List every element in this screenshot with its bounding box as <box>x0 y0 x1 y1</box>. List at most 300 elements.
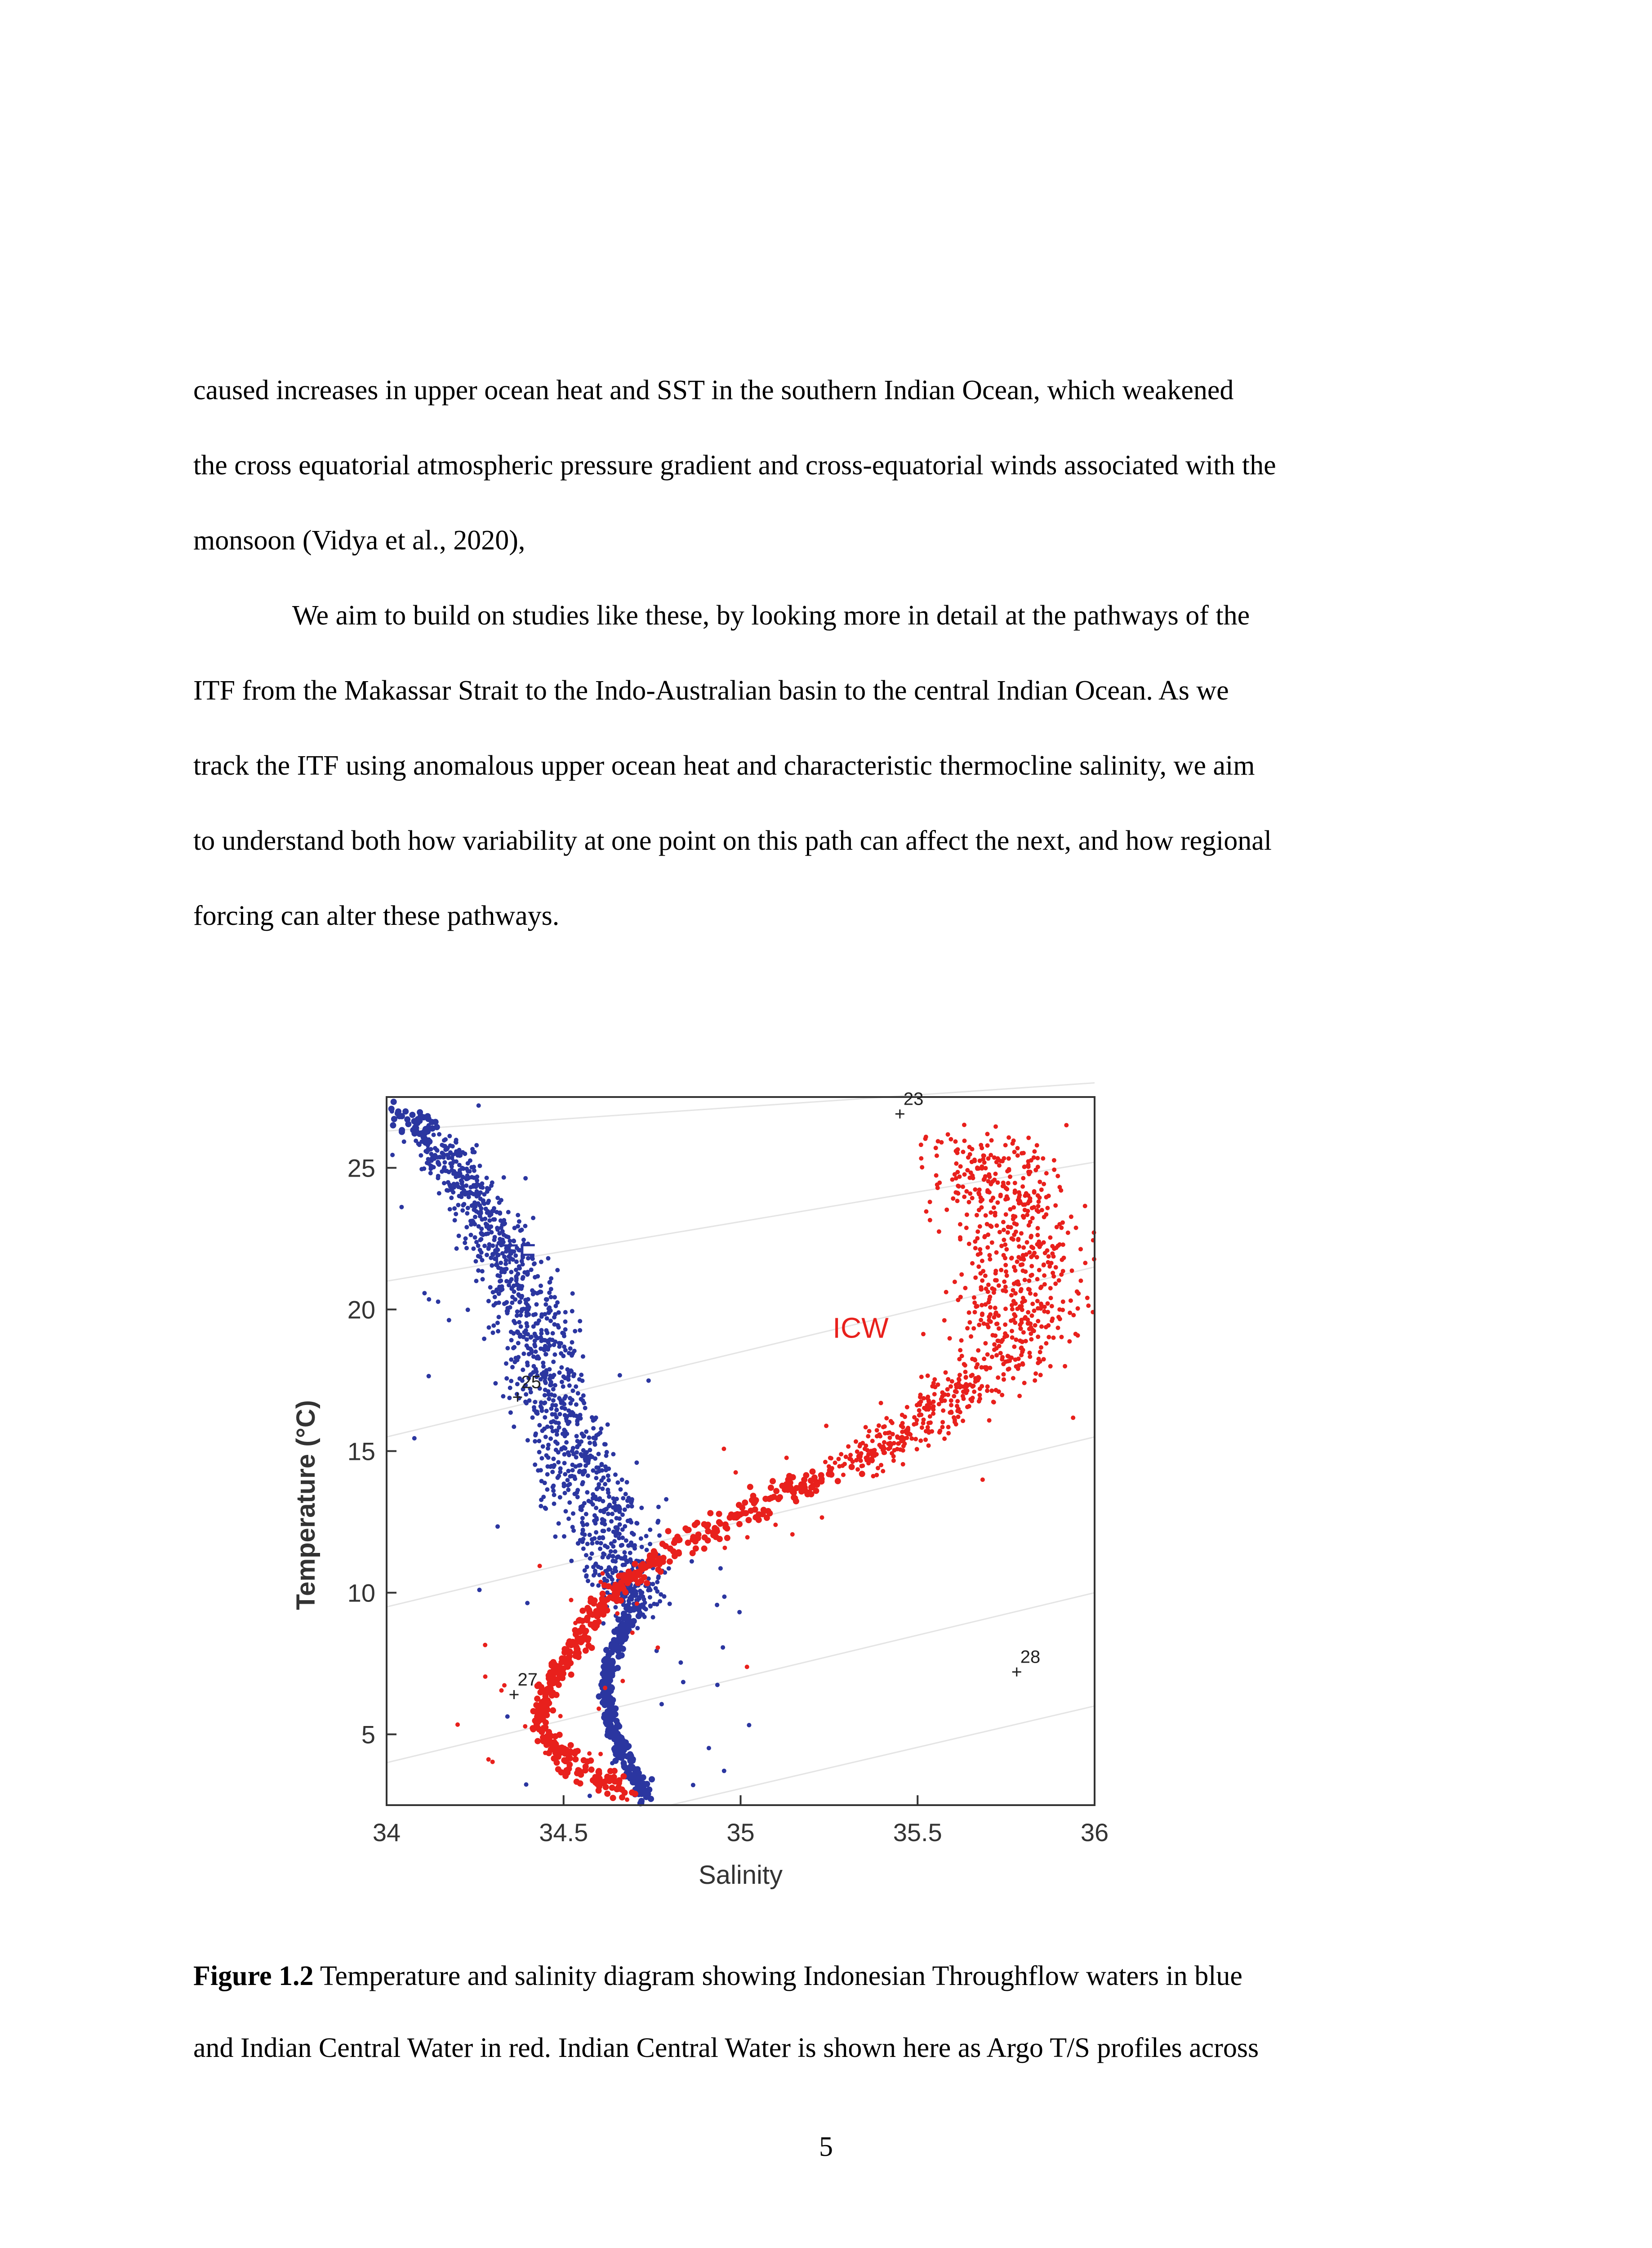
scatter-point <box>967 1311 971 1315</box>
scatter-point <box>640 1545 644 1549</box>
scatter-point <box>1026 1310 1030 1315</box>
scatter-point <box>969 1374 973 1378</box>
scatter-point <box>655 1646 660 1650</box>
scatter-point <box>1020 1184 1025 1189</box>
scatter-point <box>667 1566 671 1571</box>
scatter-point <box>972 1159 977 1163</box>
scatter-point <box>613 1549 617 1554</box>
scatter-point <box>634 1460 639 1465</box>
scatter-point <box>984 1365 989 1370</box>
scatter-point <box>971 1176 975 1180</box>
scatter-point <box>561 1354 566 1358</box>
scatter-point <box>597 1485 601 1490</box>
scatter-point <box>946 1431 951 1436</box>
scatter-point <box>630 1779 637 1785</box>
scatter-point <box>474 1194 479 1199</box>
scatter-point <box>491 1330 495 1335</box>
scatter-point <box>543 1435 548 1439</box>
scatter-point <box>959 1272 964 1277</box>
scatter-point <box>664 1497 668 1502</box>
scatter-point <box>552 1322 557 1327</box>
scatter-point <box>566 1488 570 1492</box>
scatter-point <box>748 1508 754 1514</box>
scatter-point <box>429 1165 433 1170</box>
scatter-point <box>534 1410 539 1415</box>
scatter-point <box>494 1301 498 1306</box>
scatter-point <box>548 1464 553 1469</box>
scatter-point <box>988 1257 992 1262</box>
scatter-point <box>559 1744 565 1751</box>
scatter-point <box>505 1346 510 1351</box>
scatter-point <box>555 1441 560 1446</box>
scatter-point <box>539 1314 544 1319</box>
scatter-point <box>801 1481 807 1488</box>
scatter-point <box>603 1686 607 1690</box>
scatter-point <box>602 1778 608 1784</box>
scatter-point <box>1036 1193 1040 1198</box>
scatter-point <box>1005 1187 1009 1191</box>
scatter-point <box>442 1160 447 1164</box>
scatter-point <box>721 1447 726 1451</box>
scatter-point <box>980 1198 984 1202</box>
scatter-point <box>855 1450 859 1454</box>
scatter-point <box>1036 1334 1040 1339</box>
scatter-point <box>996 1156 1000 1161</box>
scatter-point <box>579 1637 585 1644</box>
scatter-point <box>549 1287 553 1291</box>
scatter-point <box>1083 1261 1087 1265</box>
x-tick-label: 34.5 <box>539 1818 588 1847</box>
scatter-point <box>551 1489 556 1493</box>
scatter-point <box>982 1321 986 1326</box>
scatter-point <box>632 1571 638 1577</box>
scatter-point <box>566 1478 570 1482</box>
scatter-point <box>584 1605 591 1611</box>
scatter-point <box>854 1439 858 1444</box>
scatter-point <box>1013 1188 1017 1193</box>
scatter-point <box>1002 1280 1006 1284</box>
scatter-point <box>980 1278 984 1283</box>
scatter-point <box>607 1768 614 1774</box>
scatter-point <box>779 1483 785 1489</box>
scatter-point <box>588 1556 592 1561</box>
scatter-point <box>511 1346 516 1350</box>
scatter-point <box>986 1283 991 1287</box>
scatter-point <box>619 1794 625 1801</box>
scatter-point <box>481 1199 485 1203</box>
ts-scatter-chart <box>288 1079 1142 1911</box>
scatter-point <box>491 1323 496 1328</box>
scatter-point <box>1042 1182 1046 1186</box>
scatter-point <box>1048 1286 1053 1290</box>
scatter-point <box>962 1123 966 1127</box>
scatter-point <box>1019 1353 1024 1357</box>
scatter-point <box>942 1436 947 1441</box>
scatter-point <box>652 1560 659 1566</box>
scatter-point <box>997 1230 1002 1234</box>
scatter-point <box>1050 1319 1054 1323</box>
scatter-point <box>866 1452 871 1457</box>
scatter-point <box>740 1510 746 1516</box>
scatter-point <box>1000 1393 1004 1397</box>
scatter-point <box>650 1582 655 1586</box>
scatter-point <box>961 1394 965 1398</box>
scatter-point <box>524 1301 528 1305</box>
scatter-point <box>610 1577 614 1582</box>
scatter-point <box>993 1124 998 1129</box>
scatter-point <box>534 1738 541 1744</box>
scatter-point <box>963 1363 967 1368</box>
scatter-point <box>1035 1143 1039 1147</box>
isopycnal-label: 28 <box>1020 1647 1041 1667</box>
scatter-point <box>452 1169 456 1173</box>
scatter-point <box>982 1154 986 1158</box>
scatter-point <box>611 1628 618 1635</box>
scatter-point <box>547 1309 552 1314</box>
scatter-point <box>632 1543 637 1548</box>
scatter-point <box>512 1226 517 1230</box>
scatter-point <box>988 1312 993 1317</box>
y-axis-label: Temperature (°C) <box>291 1400 321 1610</box>
scatter-point <box>998 1351 1003 1356</box>
scatter-point <box>648 1542 652 1546</box>
scatter-point <box>614 1534 618 1538</box>
scatter-point <box>597 1707 601 1711</box>
scatter-point <box>441 1144 446 1148</box>
scatter-point <box>585 1635 592 1641</box>
scatter-point <box>440 1169 444 1174</box>
scatter-point <box>587 1751 592 1756</box>
scatter-point <box>716 1519 722 1525</box>
scatter-point <box>476 1224 481 1229</box>
scatter-point <box>1015 1259 1020 1264</box>
scatter-point <box>495 1524 500 1529</box>
scatter-point <box>583 1406 588 1410</box>
scatter-point <box>1003 1322 1007 1327</box>
scatter-point <box>1002 1156 1006 1160</box>
scatter-point <box>590 1537 594 1542</box>
scatter-point <box>855 1467 860 1472</box>
scatter-point <box>1052 1168 1056 1172</box>
scatter-point <box>537 1450 542 1454</box>
scatter-point <box>973 1187 977 1192</box>
y-tick-label: 10 <box>347 1579 375 1607</box>
scatter-point <box>390 1153 395 1157</box>
scatter-point <box>1061 1299 1065 1304</box>
scatter-point <box>1070 1268 1074 1273</box>
scatter-point <box>988 1305 993 1310</box>
scatter-point <box>993 1172 998 1176</box>
scatter-point <box>561 1374 566 1379</box>
scatter-point <box>957 1373 962 1377</box>
scatter-point <box>909 1436 914 1441</box>
scatter-point <box>647 1552 653 1559</box>
scatter-point <box>532 1717 538 1724</box>
scatter-point <box>517 1219 521 1224</box>
scatter-point <box>768 1485 774 1491</box>
scatter-point <box>918 1412 922 1417</box>
scatter-point <box>961 1389 966 1394</box>
scatter-point <box>604 1467 608 1472</box>
scatter-point <box>550 1690 556 1696</box>
scatter-point <box>1051 1254 1056 1259</box>
scatter-point <box>1038 1286 1043 1290</box>
scatter-point <box>1069 1298 1073 1303</box>
scatter-point <box>773 1488 779 1494</box>
scatter-point <box>589 1645 595 1651</box>
scatter-point <box>436 1176 440 1180</box>
scatter-point <box>920 1165 924 1169</box>
scatter-point <box>533 1312 538 1316</box>
scatter-point <box>563 1348 568 1352</box>
scatter-point <box>1048 1364 1053 1369</box>
scatter-point <box>625 1560 630 1564</box>
scatter-point <box>967 1200 971 1204</box>
scatter-point <box>411 1118 418 1124</box>
scatter-point <box>551 1665 557 1671</box>
scatter-point <box>1033 1168 1038 1173</box>
scatter-point <box>651 1615 655 1619</box>
scatter-point <box>485 1200 490 1205</box>
scatter-point <box>601 1658 607 1664</box>
scatter-point <box>572 1492 577 1496</box>
scatter-point <box>627 1751 633 1757</box>
scatter-point <box>986 1156 991 1161</box>
scatter-point <box>1033 1323 1038 1328</box>
scatter-point <box>573 1639 579 1646</box>
scatter-point <box>1051 1274 1056 1279</box>
scatter-point <box>658 1599 662 1604</box>
scatter-point <box>523 1224 527 1228</box>
scatter-point <box>581 1448 586 1453</box>
scatter-point <box>986 1232 990 1237</box>
scatter-point <box>848 1453 853 1457</box>
scatter-point <box>583 1647 589 1654</box>
scatter-point <box>1083 1204 1087 1208</box>
scatter-point <box>626 1504 630 1508</box>
scatter-point <box>859 1464 864 1468</box>
scatter-point <box>552 1502 557 1506</box>
scatter-point <box>987 1297 992 1302</box>
scatter-point <box>645 1548 649 1552</box>
scatter-point <box>578 1328 582 1333</box>
scatter-point <box>557 1474 561 1478</box>
scatter-point <box>426 1157 431 1161</box>
scatter-point <box>507 1396 512 1400</box>
scatter-point <box>590 1552 594 1556</box>
scatter-point <box>482 1337 486 1341</box>
scatter-point <box>598 1752 603 1756</box>
scatter-point <box>533 1463 537 1467</box>
scatter-point <box>928 1218 932 1222</box>
scatter-point <box>630 1773 636 1780</box>
scatter-point <box>638 1610 642 1615</box>
scatter-point <box>605 1545 610 1549</box>
scatter-point <box>554 1676 561 1682</box>
scatter-point <box>989 1210 993 1215</box>
scatter-point <box>621 1557 625 1561</box>
scatter-point <box>562 1334 566 1338</box>
scatter-point <box>1012 1232 1016 1237</box>
scatter-point <box>657 1569 663 1575</box>
scatter-point <box>667 1558 673 1565</box>
scatter-point <box>655 1580 659 1584</box>
scatter-point <box>603 1784 609 1790</box>
scatter-point <box>596 1768 602 1774</box>
scatter-point <box>905 1405 909 1409</box>
scatter-point <box>466 1307 470 1312</box>
scatter-point <box>997 1163 1002 1168</box>
scatter-point <box>793 1498 799 1504</box>
scatter-point <box>808 1484 815 1490</box>
scatter-point <box>581 1393 586 1398</box>
scatter-point <box>603 1508 607 1512</box>
scatter-point <box>707 1510 713 1517</box>
caption-text: Temperature and salinity diagram showing Indonesian Throughflow waters in blue <box>313 1961 1242 1991</box>
scatter-point <box>513 1297 517 1302</box>
scatter-point <box>558 1470 562 1474</box>
scatter-point <box>870 1439 875 1443</box>
scatter-point <box>922 1406 926 1410</box>
scatter-point <box>863 1447 867 1451</box>
scatter-point <box>523 1724 527 1729</box>
scatter-point <box>705 1528 711 1534</box>
scatter-point <box>997 1283 1001 1288</box>
scatter-point <box>618 1740 624 1747</box>
scatter-point <box>506 1309 510 1313</box>
scatter-point <box>546 1389 551 1394</box>
scatter-point <box>558 1714 563 1718</box>
scatter-point <box>517 1320 521 1325</box>
scatter-point <box>488 1285 493 1289</box>
scatter-point <box>1061 1242 1065 1247</box>
series-label-itf: ITF <box>493 1238 536 1271</box>
scatter-point <box>449 1188 454 1192</box>
scatter-point <box>736 1521 743 1527</box>
scatter-point <box>624 1618 631 1624</box>
scatter-point <box>957 1174 962 1179</box>
scatter-point <box>989 1138 994 1142</box>
scatter-point <box>551 1360 556 1364</box>
scatter-point <box>547 1305 552 1310</box>
scatter-point <box>784 1456 789 1460</box>
scatter-point <box>1059 1188 1063 1193</box>
scatter-point <box>485 1253 489 1257</box>
scatter-point <box>1059 1226 1064 1230</box>
scatter-point <box>622 1550 627 1555</box>
scatter-point <box>623 1492 628 1496</box>
scatter-point <box>560 1405 564 1410</box>
scatter-point <box>639 1602 646 1609</box>
scatter-point <box>404 1116 410 1123</box>
scatter-point <box>550 1707 556 1713</box>
scatter-point <box>583 1463 588 1468</box>
scatter-point <box>967 1320 972 1325</box>
scatter-point <box>939 1397 944 1401</box>
scatter-point <box>1011 1214 1015 1218</box>
scatter-point <box>877 1423 881 1428</box>
scatter-point <box>554 1759 560 1766</box>
scatter-point <box>1027 1199 1031 1204</box>
paragraph-1 <box>193 353 1465 578</box>
scatter-point <box>541 1364 546 1369</box>
scatter-point <box>527 1398 532 1403</box>
scatter-point <box>641 1781 647 1787</box>
scatter-point <box>1030 1206 1034 1210</box>
scatter-point <box>612 1582 619 1588</box>
scatter-point <box>569 1559 574 1563</box>
scatter-point <box>902 1441 907 1446</box>
scatter-point <box>642 1597 646 1601</box>
scatter-point <box>969 1334 973 1339</box>
scatter-point <box>1009 1225 1013 1230</box>
scatter-point <box>841 1472 846 1477</box>
scatter-point <box>516 1341 521 1345</box>
scatter-point <box>871 1474 876 1478</box>
isopycnal-marker <box>895 1110 904 1119</box>
scatter-point <box>970 1399 974 1403</box>
scatter-point <box>1027 1287 1032 1292</box>
scatter-point <box>1038 1180 1042 1184</box>
scatter-point <box>1000 1338 1005 1343</box>
scatter-point <box>1035 1277 1040 1281</box>
scatter-point <box>1032 1251 1037 1255</box>
scatter-point <box>606 1583 612 1589</box>
scatter-point <box>707 1746 711 1750</box>
scatter-point <box>581 1547 586 1551</box>
scatter-point <box>1033 1293 1038 1297</box>
scatter-point <box>545 1331 550 1335</box>
isopycnal-line <box>387 1083 1095 1131</box>
scatter-point <box>466 1161 470 1166</box>
scatter-point <box>713 1534 719 1540</box>
scatter-point <box>525 1601 530 1606</box>
scatter-point <box>555 1300 560 1305</box>
scatter-point <box>970 1261 975 1266</box>
scatter-point <box>555 1766 561 1772</box>
scatter-point <box>770 1478 776 1484</box>
scatter-point <box>559 1655 565 1662</box>
scatter-point <box>596 1788 602 1794</box>
scatter-point <box>955 1148 959 1152</box>
scatter-point <box>628 1765 634 1771</box>
scatter-point <box>619 1487 623 1492</box>
scatter-point <box>932 1392 937 1396</box>
scatter-point <box>935 1186 940 1190</box>
scatter-point <box>1037 1200 1041 1204</box>
scatter-point <box>873 1448 877 1452</box>
scatter-point <box>1044 1212 1048 1217</box>
scatter-point <box>1050 1244 1055 1249</box>
scatter-point <box>814 1481 820 1488</box>
scatter-point <box>583 1763 589 1770</box>
scatter-point <box>1003 1143 1008 1147</box>
scatter-point <box>648 1528 652 1532</box>
scatter-point <box>980 1384 984 1388</box>
scatter-point <box>629 1622 636 1628</box>
scatter-point <box>559 1401 563 1405</box>
scatter-point <box>484 1222 488 1226</box>
scatter-point <box>575 1445 579 1450</box>
scatter-point <box>637 1567 644 1574</box>
scatter-point <box>443 1137 448 1142</box>
scatter-point <box>470 1175 474 1179</box>
scatter-point <box>1007 1367 1011 1371</box>
scatter-point <box>487 1325 491 1330</box>
scatter-point <box>447 1318 451 1322</box>
scatter-point <box>926 1430 931 1435</box>
scatter-point <box>571 1374 576 1378</box>
